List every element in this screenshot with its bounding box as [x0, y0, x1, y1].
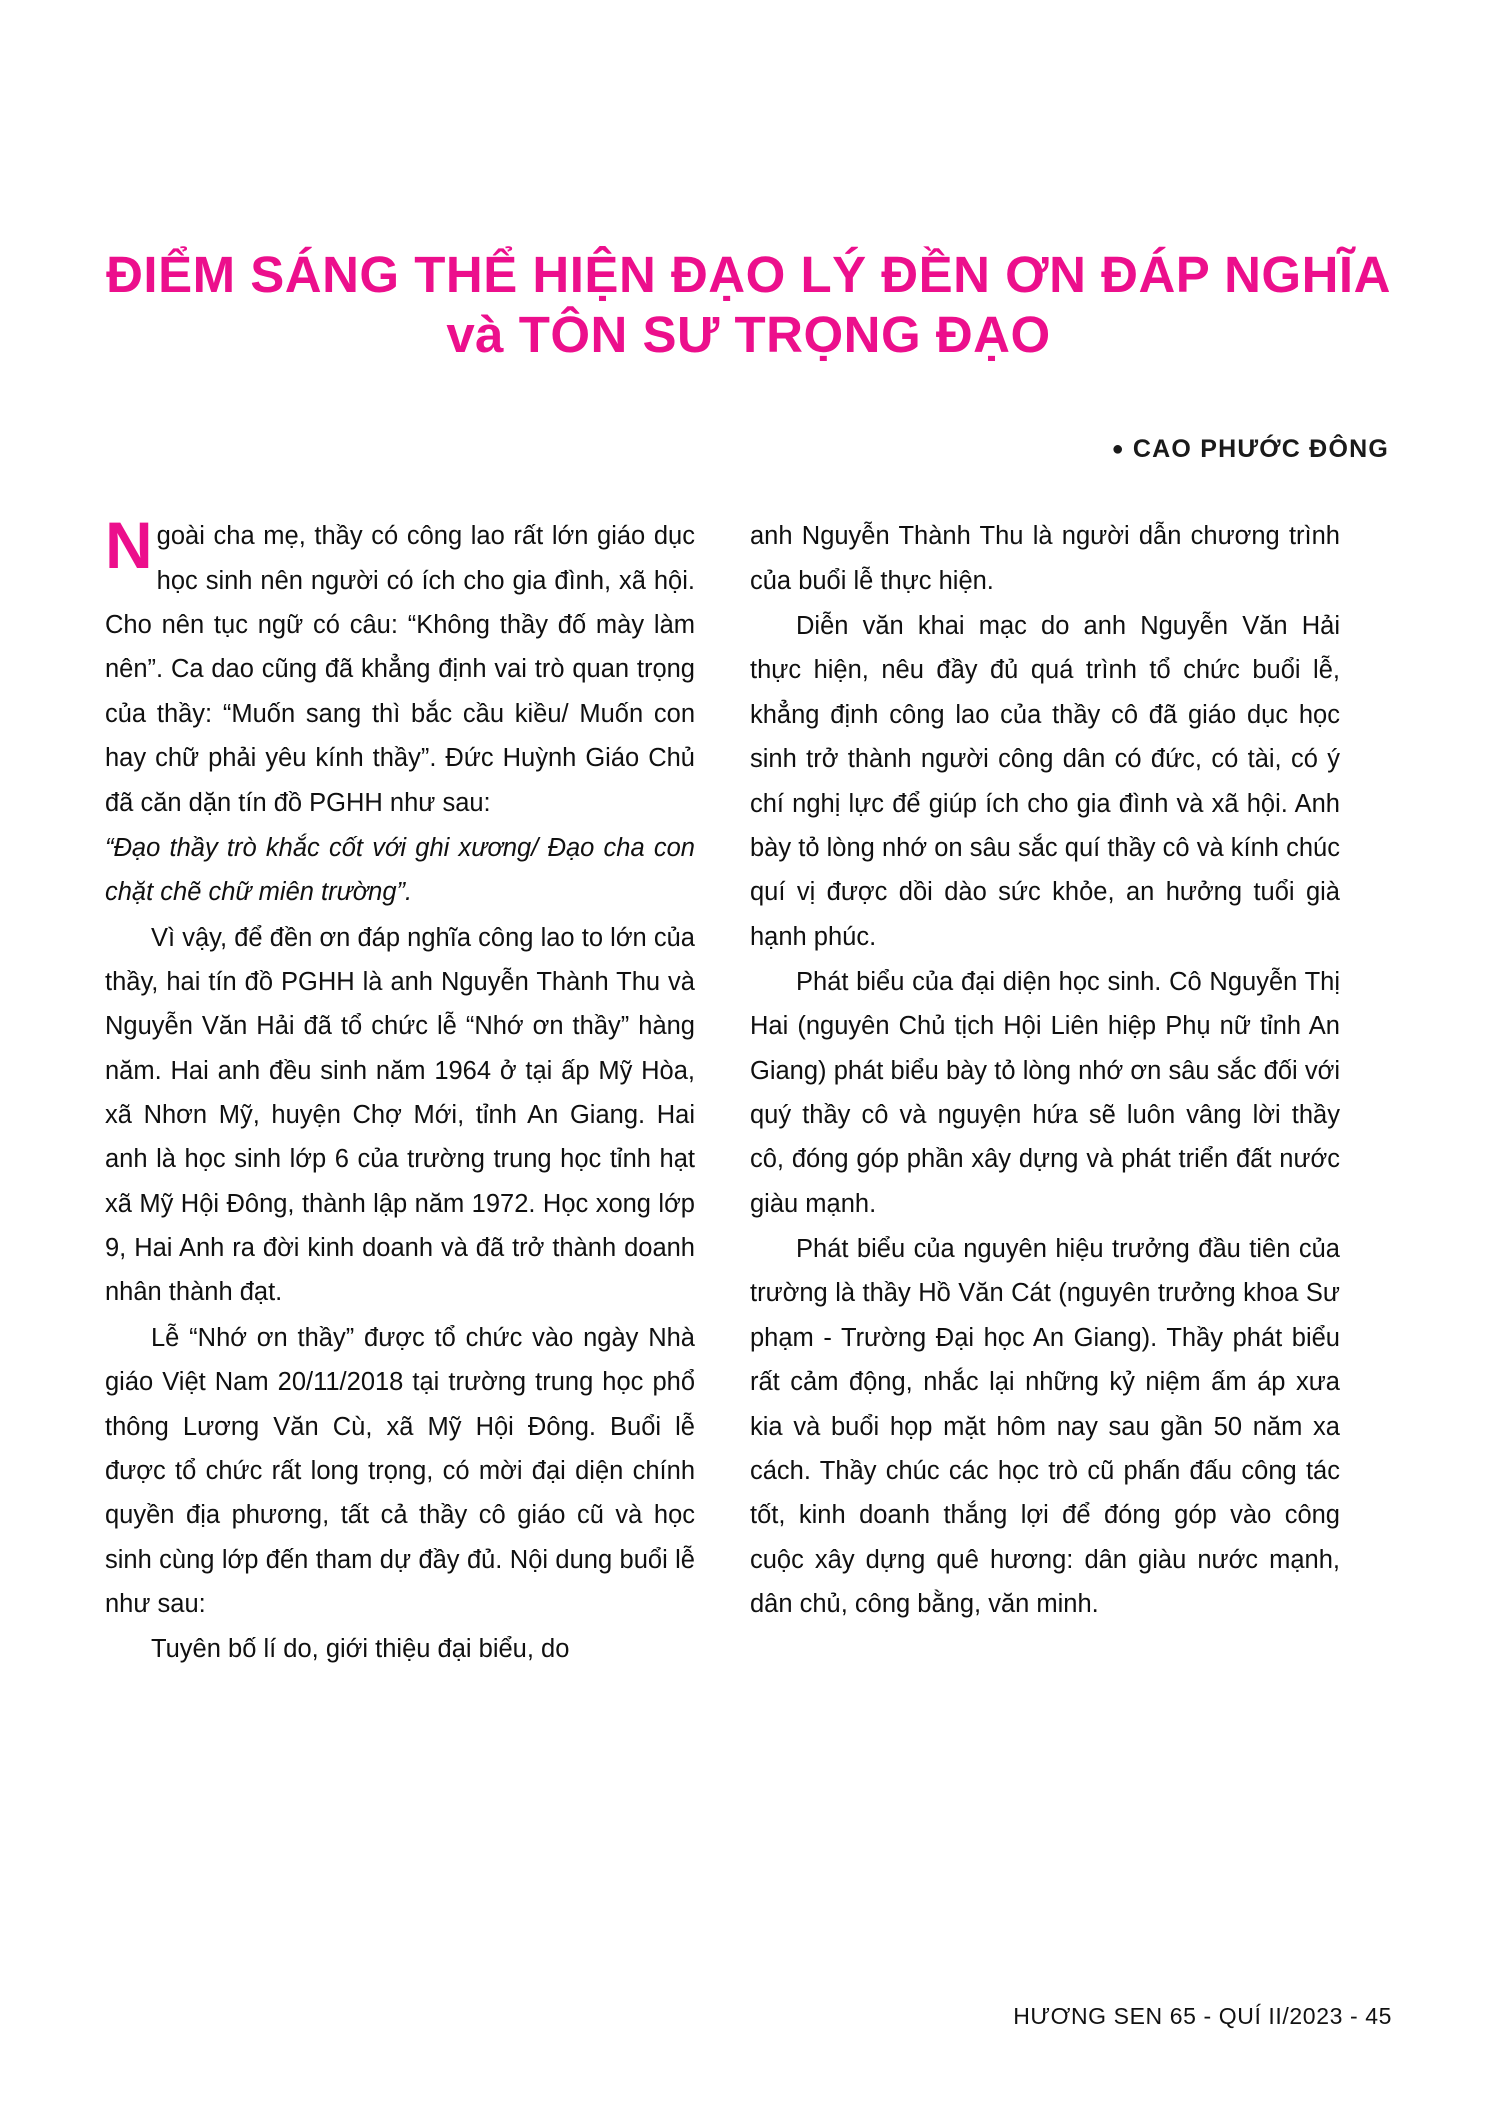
left-column	[105, 508, 695, 1672]
quote-text: “Đạo thầy trò khắc cốt với ghi xương/ Đạo cha con chặt chẽ chữ miên trường”.	[105, 833, 695, 907]
drop-cap: N	[105, 508, 153, 583]
paragraph-quote	[105, 826, 695, 915]
paragraph: anh Nguyễn Thành Thu là người dẫn chương trình của buổi lễ thực hiện.	[750, 522, 1340, 595]
article-title-line-2: và TÔN SƯ TRỌNG ĐẠO	[446, 306, 1051, 364]
article-title	[0, 0, 1497, 365]
right-column	[750, 514, 1340, 1672]
article-body	[0, 464, 1497, 1672]
author-name: CAO PHƯỚC ĐÔNG	[1132, 435, 1389, 464]
paragraph: Lễ “Nhớ ơn thầy” được tổ chức vào ngày Nhà giáo Việt Nam 20/11/2018 tại trường trung học phổ thông Lương Văn Cù, xã Mỹ Hội Đông. Buổi lễ được tổ chức rất long trọng, có mời đại diện chính quyền địa phương, tất cả thầy cô giáo cũ và học sinh cùng lớp đến tham dự đầy đủ. Nội dung buổi lễ như sau:	[105, 1323, 695, 1618]
paragraph: Vì vậy, để đền ơn đáp nghĩa công lao to lớn của thầy, hai tín đồ PGHH là anh Nguyễn Thành Thu và Nguyễn Văn Hải đã tổ chức lễ “Nhớ ơn thầy” hàng năm. Hai anh đều sinh năm 1964 ở tại ấp Mỹ Hòa, xã Nhơn Mỹ, huyện Chợ Mới, tỉnh An Giang. Hai anh là học sinh lớp 6 của trường trung học tỉnh hạt xã Mỹ Hội Đông, thành lập năm 1972. Học xong lớp 9, Hai Anh ra đời kinh doanh và đã trở thành doanh nhân thành đạt.	[105, 923, 695, 1307]
paragraph	[105, 508, 695, 825]
bullet-icon: ●	[1111, 438, 1125, 461]
page-footer: HƯƠNG SEN 65 - QUÍ II/2023 - 45	[1013, 2003, 1392, 2029]
paragraph-text: goài cha mẹ, thầy có công lao rất lớn giáo dục học sinh nên người có ích cho gia đình, xã hội. Cho nên tục ngữ có câu: “Không thầy đố mày làm nên”. Ca dao cũng đã khẳng định vai trò quan trọng của thầy: “Muốn sang thì bắc cầu kiều/ Muốn con hay chữ phải yêu kính thầy”. Đức Huỳnh Giáo Chủ đã căn dặn tín đồ PGHH như sau:	[105, 522, 695, 817]
paragraph: Phát biểu của đại diện học sinh. Cô Nguyễn Thị Hai (nguyên Chủ tịch Hội Liên hiệp Phụ nữ tỉnh An Giang) phát biểu bày tỏ lòng nhớ ơn sâu sắc đối với quý thầy cô và nguyện hứa sẽ luôn vâng lời thầy cô, đóng góp phần xây dựng và phát triển đất nước giàu mạnh.	[750, 967, 1340, 1218]
paragraph: Diễn văn khai mạc do anh Nguyễn Văn Hải thực hiện, nêu đầy đủ quá trình tổ chức buổi lễ, khẳng định công lao của thầy cô đã giáo dục học sinh trở thành người công dân có đức, có tài, có ý chí nghị lực để giúp ích cho gia đình và xã hội. Anh bày tỏ lòng nhớ on sâu sắc quí thầy cô và kính chúc quí vị được dồi dào sức khỏe, an hưởng tuổi già hạnh phúc.	[750, 612, 1340, 951]
article-title-line-1: ĐIỂM SÁNG THỂ HIỆN ĐẠO LÝ ĐỀN ƠN ĐÁP NGHĨA	[106, 246, 1391, 303]
paragraph: Tuyên bố lí do, giới thiệu đại biểu, do	[151, 1635, 570, 1664]
byline	[0, 365, 1497, 464]
paragraph: Phát biểu của nguyên hiệu trưởng đầu tiên của trường là thầy Hồ Văn Cát (nguyên trưởng khoa Sư phạm - Trường Đại học An Giang). Thầy phát biểu rất cảm động, nhắc lại những kỷ niệm ấm áp xưa kia và buổi họp mặt hôm nay sau gần 50 năm xa cách. Thầy chúc các học trò cũ phấn đấu công tác tốt, kinh doanh thắng lợi để đóng góp vào công cuộc xây dựng quê hương: dân giàu nước mạnh, dân chủ, công bằng, văn minh.	[750, 1235, 1340, 1618]
